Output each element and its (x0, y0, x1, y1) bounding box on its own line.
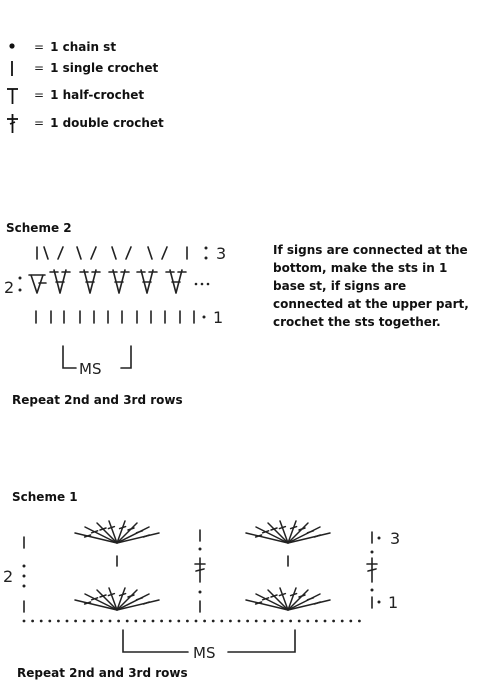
scheme1-chain-dot (126, 620, 129, 623)
scheme1-repeat: Repeat 2nd and 3rd rows (17, 666, 188, 680)
scheme1-fan-cluster (246, 588, 330, 610)
scheme1-chain-dot (31, 620, 34, 623)
scheme1-chain-dot (152, 620, 155, 623)
scheme1-chain-dot (281, 620, 284, 623)
scheme1-chain-dot (332, 620, 335, 623)
scheme1-chain-dot (212, 620, 215, 623)
scheme1-chain-dot (177, 620, 180, 623)
scheme1-chain-dot (48, 620, 51, 623)
scheme2-row3-label: 3 (216, 244, 227, 263)
legend-label-single: 1 single crochet (50, 61, 159, 75)
scheme1-chain-dot (143, 620, 146, 623)
scheme1-fan-cluster (246, 521, 330, 543)
scheme1-chain-dot (117, 620, 120, 623)
legend-label-half: 1 half-crochet (50, 88, 145, 102)
scheme1-chain-dot (91, 620, 94, 623)
scheme1-fan-cluster (75, 521, 159, 543)
scheme1-chain-dot (66, 620, 69, 623)
scheme1-chain-dot (40, 620, 43, 623)
scheme1-chain-dot (74, 620, 77, 623)
scheme1-chain-dot (306, 620, 309, 623)
legend-label-double: 1 double crochet (50, 116, 164, 130)
scheme2-ms-label: MS (79, 360, 102, 378)
scheme1-chain-dot (255, 620, 258, 623)
scheme1-ms-label: MS (193, 644, 216, 662)
legend-equals: = (34, 40, 45, 54)
scheme1-chain-dot (238, 620, 241, 623)
scheme1-chain-dot (298, 620, 301, 623)
scheme2-repeat: Repeat 2nd and 3rd rows (12, 393, 183, 407)
scheme1-row1-label: 1 (388, 593, 399, 612)
scheme1-chain-dot (246, 620, 249, 623)
scheme1-chain-dot (229, 620, 232, 623)
legend-equals: = (34, 61, 45, 75)
scheme1-chain-dot (186, 620, 189, 623)
scheme1-chain-dot (358, 620, 361, 623)
scheme2-row2-label: 2 (4, 278, 15, 297)
scheme1-chain-dot (57, 620, 60, 623)
scheme1-chain-dot (195, 620, 198, 623)
scheme1-chain-dot (324, 620, 327, 623)
legend-equals: = (34, 88, 45, 102)
scheme1-chain-dot (289, 620, 292, 623)
scheme1-chain-dot (23, 620, 26, 623)
scheme1-chain-dot (341, 620, 344, 623)
scheme1-chain-dot (272, 620, 275, 623)
scheme1-chain-dot (109, 620, 112, 623)
scheme1-title: Scheme 1 (12, 490, 78, 504)
scheme1-chain-dot (83, 620, 86, 623)
scheme1-chain-dot (315, 620, 318, 623)
scheme2-row1-label: 1 (213, 308, 224, 327)
scheme1-chain-dot (160, 620, 163, 623)
legend-equals: = (34, 116, 45, 130)
scheme1-chain-dot (203, 620, 206, 623)
scheme1-chain-dot (349, 620, 352, 623)
legend-label-chain: 1 chain st (50, 40, 117, 54)
scheme2-note: If signs are connected at the bottom, make the sts in 1 base st, if signs are connected at the upper part, crochet the sts together. (273, 243, 469, 329)
scheme1-chain-dot (169, 620, 172, 623)
scheme1-row3-label: 3 (390, 529, 401, 548)
scheme1-chain-dot (134, 620, 137, 623)
scheme1-chain-dot (263, 620, 266, 623)
scheme1-chain-dot (220, 620, 223, 623)
scheme1-chain-dot (100, 620, 103, 623)
scheme1-row2-label: 2 (3, 567, 14, 586)
scheme1-fan-cluster (75, 588, 159, 610)
scheme2-title: Scheme 2 (6, 221, 72, 235)
